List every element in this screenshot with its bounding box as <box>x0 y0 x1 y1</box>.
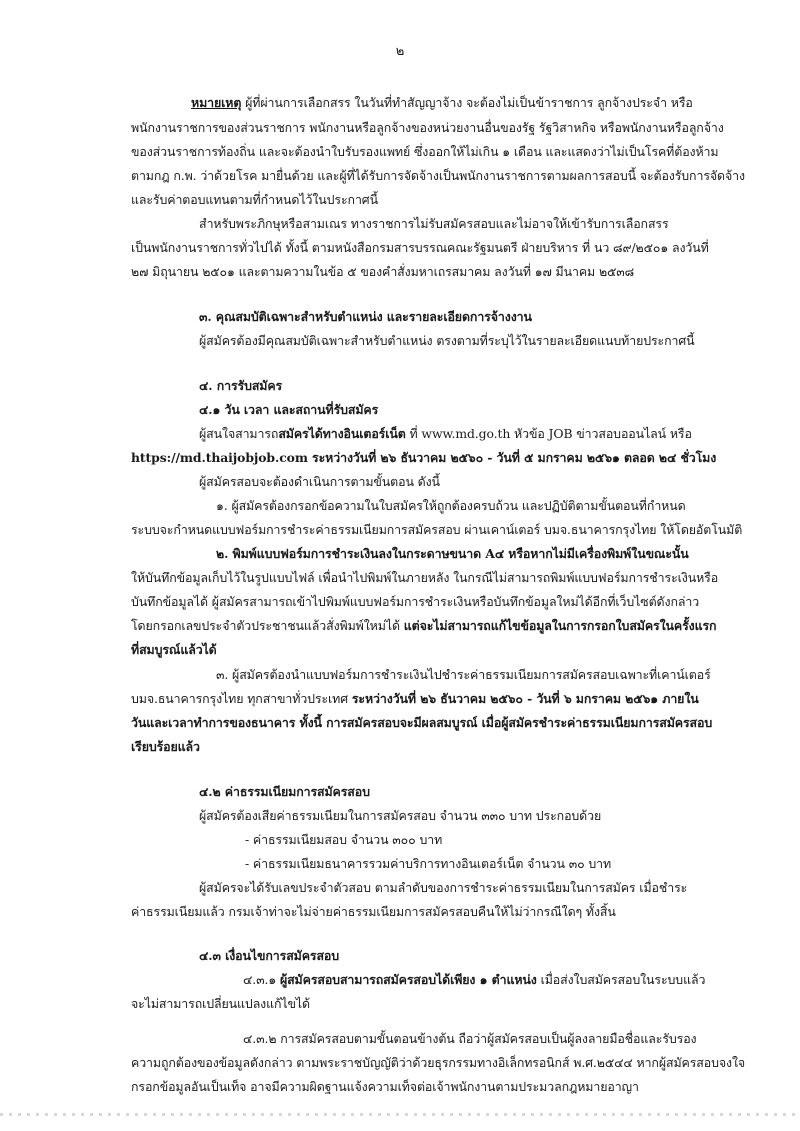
note-line-1: หมายเหตุ ผู้ที่ผ่านการเลือกสรร ในวันที่ทำสัญญาจ้าง จะต้องไม่เป็นข้าราชการ ลูกจ้างประจำ หรือ <box>191 95 693 110</box>
page-number: ๒ <box>395 44 405 59</box>
section-3-line-1: ผู้สมัครต้องมีคุณสมบัติเฉพาะสำหรับตำแหน่ง ตรงตามที่ระบุไว้ในรายละเอียดแนบท้ายประกาศนี้ <box>199 333 695 348</box>
section-3-heading: ๓. คุณสมบัติเฉพาะสำหรับตำแหน่ง และรายละเอียดการจ้างงาน <box>199 309 532 324</box>
condition-2-line-2: ความถูกต้องของข้อมูลดังกล่าว ตามพระราชบัญญัติว่าด้วยธุรกรรมทางอิเล็กทรอนิกส์ พ.ศ.๒๕๔๔ หากผู้สมัครสอบจงใจ <box>131 1055 746 1070</box>
step-2-line-4: โดยกรอกเลขประจำตัวประชาชนแล้วสั่งพิมพ์ใหม่ได้ แต่จะไม่สามารถแก้ไขข้อมูลในการกรอกใบสมัครในครั้งแรก <box>131 618 717 633</box>
note-line-4: ตามกฎ ก.พ. ว่าด้วยโรค มายื่นด้วย และผู้ที่ได้รับการจัดจ้างเป็นพนักงานราชการตามผลการสอบนี้ จะต้องรับการจัดจ้าง <box>131 168 745 183</box>
section-4-1-line-2: https://md.thaijobjob.com ระหว่างวันที่ ๒๖ ธันวาคม ๒๕๖๐ - วันที่ ๕ มกราคม ๒๕๖๑ ตลอด ๒๔ ชั่วโมง <box>131 450 717 465</box>
condition-1-line-2: จะไม่สามารถเปลี่ยนแปลงแก้ไขได้ <box>131 996 311 1011</box>
condition-1-line-1: ๔.๓.๑ ผู้สมัครสอบสามารถสมัครสอบได้เพียง ๑ ตำแหน่ง เมื่อส่งใบสมัครสอบในระบบแล้ว <box>243 972 706 987</box>
step-2-line-1: ๒. พิมพ์แบบฟอร์มการชำระเงินลงในกระดาษขนาด A๔ หรือหากไม่มีเครื่องพิมพ์ในขณะนั้น <box>216 546 689 561</box>
monk-line-3: ๒๗ มิถุนายน ๒๕๐๑ และตามความในข้อ ๕ ของคำสั่งมหาเถรสมาคม ลงวันที่ ๑๗ มีนาคม ๒๕๓๘ <box>131 264 635 279</box>
step-3-line-1: ๓. ผู้สมัครต้องนำแบบฟอร์มการชำระเงินไปชำระค่าธรรมเนียมการสมัครสอบเฉพาะที่เคาน์เตอร์ <box>216 667 711 682</box>
step-3-line-2: บมจ.ธนาคารกรุงไทย ทุกสาขาทั่วประเทศ ระหว่างวันที่ ๒๖ ธันวาคม ๒๕๖๐ - วันที่ ๖ มกราคม ๒๕๖๑ ภายใน <box>131 691 699 706</box>
section-4-1-line-3: ผู้สมัครสอบจะต้องดำเนินการตามขั้นตอน ดังนี้ <box>199 474 440 489</box>
monk-line-1: สำหรับพระภิกษุหรือสามเณร ทางราชการไม่รับสมัครสอบและไม่อาจให้เข้ารับการเลือกสรร <box>199 216 669 231</box>
condition-2-line-3: กรอกข้อมูลอันเป็นเท็จ อาจมีความผิดฐานแจ้งความเท็จต่อเจ้าพนักงานตามประมวลกฎหมายอาญา <box>131 1079 639 1094</box>
note-line-5: และรับค่าตอบแทนตามที่กำหนดไว้ในประกาศนี้ <box>131 192 378 207</box>
section-4-2-line-3: ค่าธรรมเนียมแล้ว กรมเจ้าท่าจะไม่จ่ายค่าธรรมเนียมการสมัครสอบคืนให้ไม่ว่ากรณีใดๆ ทั้งสิ้น <box>131 904 616 919</box>
section-4-3-heading: ๔.๓ เงื่อนไขการสมัครสอบ <box>199 948 340 963</box>
step-3-line-4: เรียบร้อยแล้ว <box>131 739 200 754</box>
step-2-line-2: ให้บันทึกข้อมูลเก็บไว้ในรูปแบบไฟล์ เพื่อนำไปพิมพ์ในภายหลัง ในกรณีไม่สามารถพิมพ์แบบฟอร์มการชำระเงินหรือ <box>131 570 719 585</box>
step-1-line-2: ระบบจะกำหนดแบบฟอร์มการชำระค่าธรรมเนียมการสมัครสอบ ผ่านเคาน์เตอร์ บมจ.ธนาคารกรุงไทย ให้โดยอัตโนมัติ <box>131 522 743 537</box>
note-line-3: ของส่วนราชการท้องถิ่น และจะต้องนำใบรับรองแพทย์ ซึ่งออกให้ไม่เกิน ๑ เดือน และแสดงว่าไม่เป็นโรคที่ต้องห้าม <box>131 144 719 159</box>
scan-edge-artifact <box>0 1113 800 1116</box>
section-4-2-line-1: ผู้สมัครต้องเสียค่าธรรมเนียมในการสมัครสอบ จำนวน ๓๓๐ บาท ประกอบด้วย <box>199 808 602 823</box>
monk-line-2: เป็นพนักงานราชการทั่วไปได้ ทั้งนี้ ตามหนังสือกรมสารบรรณคณะรัฐมนตรี ฝ่ายบริหาร ที่ นว ๘๙/๒๕๐๑ ลงวันที่ <box>131 240 709 255</box>
section-4-1-heading: ๔.๑ วัน เวลา และสถานที่รับสมัคร <box>199 402 379 417</box>
step-3-line-3: วันและเวลาทำการของธนาคาร ทั้งนี้ การสมัครสอบจะมีผลสมบูรณ์ เมื่อผู้สมัครชำระค่าธรรมเนียมการสมัครสอบ <box>131 715 713 730</box>
fee-item-2: - ค่าธรรมเนียมธนาคารรวมค่าบริการทางอินเตอร์เน็ต จำนวน ๓๐ บาท <box>245 856 612 871</box>
section-4-2-line-2: ผู้สมัครจะได้รับเลขประจำตัวสอบ ตามลำดับของการชำระค่าธรรมเนียมในการสมัคร เมื่อชำระ <box>199 880 688 895</box>
section-4-2-heading: ๔.๒ ค่าธรรมเนียมการสมัครสอบ <box>199 784 370 799</box>
step-1-line-1: ๑. ผู้สมัครต้องกรอกข้อความในใบสมัครให้ถูกต้องครบถ้วน และปฏิบัติตามขั้นตอนที่กำหนด <box>216 498 686 513</box>
step-2-line-3: บันทึกข้อมูลได้ ผู้สมัครสามารถเข้าไปพิมพ์แบบฟอร์มการชำระเงินหรือบันทึกข้อมูลใหม่ได้อีกที่เว็บไซต์ดังกล่าว <box>131 594 700 609</box>
condition-2-line-1: ๔.๓.๒ การสมัครสอบตามขั้นตอนข้างต้น ถือว่าผู้สมัครสอบเป็นผู้ลงลายมือชื่อและรับรอง <box>243 1031 697 1046</box>
note-line-2: พนักงานราชการของส่วนราชการ พนักงานหรือลูกจ้างของหน่วยงานอื่นของรัฐ รัฐวิสาหกิจ หรือพนักงานหรือลูกจ้าง <box>131 120 724 135</box>
fee-item-1: - ค่าธรรมเนียมสอบ จำนวน ๓๐๐ บาท <box>245 832 443 847</box>
section-4-heading: ๔. การรับสมัคร <box>199 378 283 393</box>
step-2-line-5: ที่สมบูรณ์แล้วได้ <box>131 642 217 657</box>
section-4-1-line-1: ผู้สนใจสามารถสมัครได้ทางอินเตอร์เน็ต ที่ www.md.go.th หัวข้อ JOB ข่าวสอบออนไลน์ หรือ <box>199 426 692 441</box>
note-label: หมายเหตุ <box>191 95 242 110</box>
